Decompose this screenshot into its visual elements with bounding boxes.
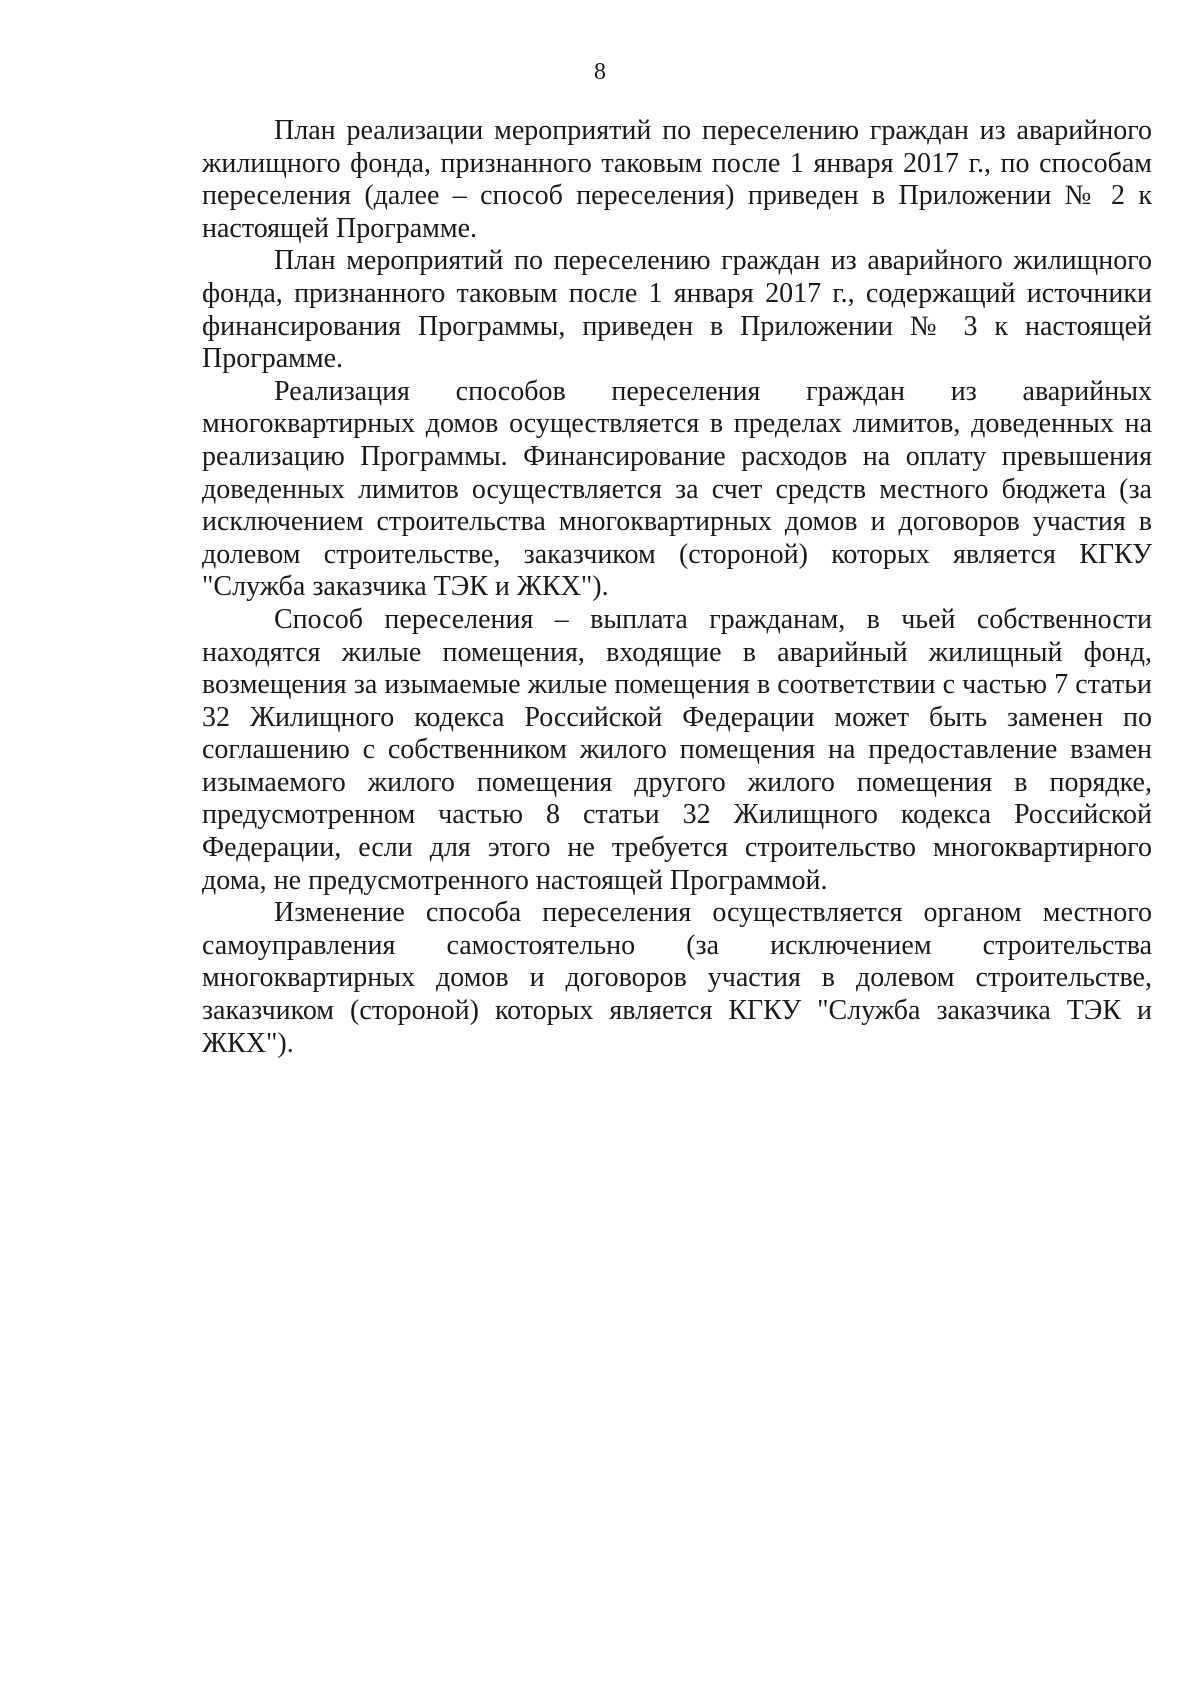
paragraph-implementation-limits: Реализация способов переселения граждан из аварийных многоквартирных домов осуществляется в пределах лимитов, доведенных на реализацию Программы. Финансирование расходов на оплату превышения доведенных лимитов осуществляется за счет средств местного бюджета (за исключением строительства многоквартирных домов и договоров участия в долевом строительстве, заказчиком (стороной) которых является КГКУ "Служба заказчика ТЭК и ЖКХ"). xyxy=(202,375,1152,603)
document-body xyxy=(202,115,1152,1060)
paragraph-compensation-method: Способ переселения – выплата гражданам, в чьей собственности находятся жилые помещения, входящие в аварийный жилищный фонд, возмещения за изымаемые жилые помещения в соответствии с частью 7 статьи 32 Жилищного кодекса Российской Федерации может быть заменен по соглашению с собственником жилого помещения на предоставление взамен изымаемого жилого помещения другого жилого помещения в порядке, предусмотренном частью 8 статьи 32 Жилищного кодекса Российской Федерации, если для этого не требуется строительство многоквартирного дома, не предусмотренного настоящей Программой. xyxy=(202,603,1152,896)
paragraph-method-change: Изменение способа переселения осуществляется органом местного самоуправления самостоятельно (за исключением строительства многоквартирных домов и договоров участия в долевом строительстве, заказчиком (стороной) которых является КГКУ "Служба заказчика ТЭК и ЖКХ"). xyxy=(202,897,1152,1059)
paragraph-financing-plan: План мероприятий по переселению граждан из аварийного жилищного фонда, признанного таковым после 1 января 2017 г., содержащий источники финансирования Программы, приведен в Приложении № 3 к настоящей Программе. xyxy=(202,245,1152,375)
paragraph-resettlement-plan: План реализации мероприятий по переселению граждан из аварийного жилищного фонда, признанного таковым после 1 января 2017 г., по способам переселения (далее – способ переселения) приведен в Приложении № 2 к настоящей Программе. xyxy=(202,115,1152,244)
page-number: 8 xyxy=(594,59,606,85)
